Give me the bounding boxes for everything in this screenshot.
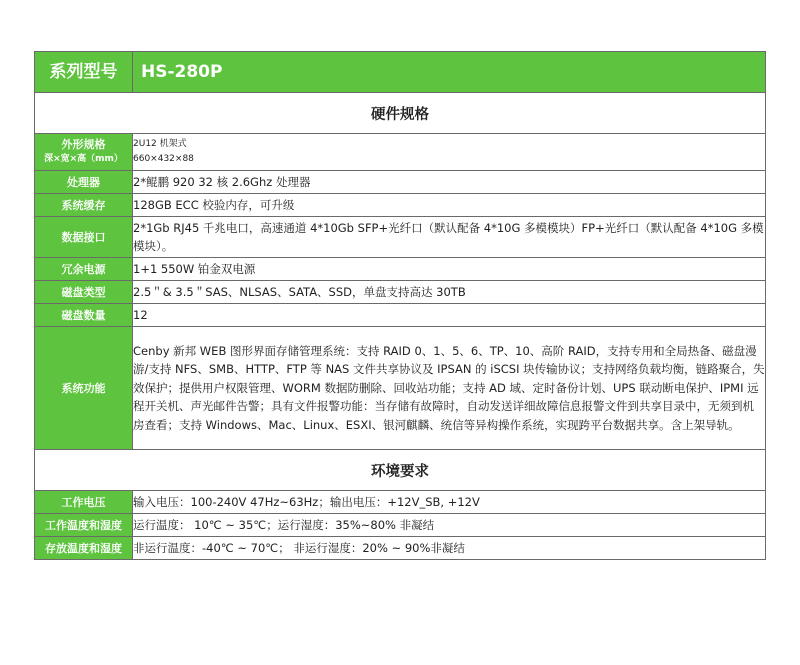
table-row bbox=[35, 327, 766, 450]
table-row bbox=[35, 491, 766, 514]
section-environment-title: 环境要求 bbox=[35, 450, 766, 491]
table-row bbox=[35, 514, 766, 537]
dimensions-label-line1: 外形规格 bbox=[61, 138, 106, 151]
table-row bbox=[35, 217, 766, 258]
disk-count-value: 12 bbox=[133, 304, 766, 327]
system-features-label: 系统功能 bbox=[35, 327, 133, 450]
disk-count-label: 磁盘数量 bbox=[35, 304, 133, 327]
working-voltage-value: 输入电压：100-240V 47Hz~63Hz；输出电压：+12V_SB, +12V bbox=[133, 491, 766, 514]
cache-label: 系统缓存 bbox=[35, 194, 133, 217]
model-value: HS-280P bbox=[133, 52, 766, 93]
data-interface-value: 2*1Gb RJ45 千兆电口，高速通道 4*10Gb SFP+光纤口（默认配备 4*10G 多模模块）FP+光纤口（默认配备 4*10G 多模模块）。 bbox=[133, 217, 766, 258]
disk-type-value: 2.5＂& 3.5＂SAS、NLSAS、SATA、SSD，单盘支持高达 30TB bbox=[133, 281, 766, 304]
disk-type-label: 磁盘类型 bbox=[35, 281, 133, 304]
power-supply-value: 1+1 550W 铂金双电源 bbox=[133, 258, 766, 281]
table-row bbox=[35, 171, 766, 194]
model-row bbox=[35, 52, 766, 93]
section-hardware-title: 硬件规格 bbox=[35, 93, 766, 134]
power-supply-label: 冗余电源 bbox=[35, 258, 133, 281]
storage-temp-value: 非运行温度：-40℃ ~ 70℃； 非运行湿度：20% ~ 90%非凝结 bbox=[133, 537, 766, 560]
cache-value: 128GB ECC 校验内存，可升级 bbox=[133, 194, 766, 217]
storage-temp-label: 存放温度和湿度 bbox=[35, 537, 133, 560]
processor-label: 处理器 bbox=[35, 171, 133, 194]
dimensions-label-line2: 深×宽×高（mm） bbox=[44, 154, 123, 164]
dimensions-value bbox=[133, 134, 766, 171]
table-row bbox=[35, 304, 766, 327]
table-row bbox=[35, 194, 766, 217]
operating-temp-label: 工作温度和湿度 bbox=[35, 514, 133, 537]
table-row bbox=[35, 537, 766, 560]
data-interface-label: 数据接口 bbox=[35, 217, 133, 258]
dimensions-label bbox=[35, 134, 133, 171]
dimensions-row bbox=[35, 134, 766, 171]
dimensions-value-line2: 660×432×88 bbox=[133, 154, 194, 164]
table-row bbox=[35, 258, 766, 281]
system-features-value: Cenby 新邦 WEB 图形界面存储管理系统：支持 RAID 0、1、5、6、TP、10、高阶 RAID，支持专用和全局热备、磁盘漫游/支持 NFS、SMB、HTTP、FTP 等 NAS 文件共享协议及 IPSAN 的 iSCSI 块传输协议；支持网络负载均衡，链路聚合，失效保护；提供用户权限管理、WORM 数据防删除、回收站功能；支持 AD 域、定时备份计划、UPS 联动断电保护、IPMI 远程开关机、声光邮件告警；具有文件报警功能：当存储有故障时，自动发送详细故障信息报警文件到共享目录中，无须到机房查看；支持 Windows、Mac、Linux、ESXI、银河麒麟、统信等异构操作系统，实现跨平台数据共享。含上架导轨。 bbox=[133, 327, 766, 450]
section-hardware-row bbox=[35, 93, 766, 134]
model-label: 系列型号 bbox=[35, 52, 133, 93]
processor-value: 2*鲲鹏 920 32 核 2.6Ghz 处理器 bbox=[133, 171, 766, 194]
working-voltage-label: 工作电压 bbox=[35, 491, 133, 514]
dimensions-value-line1: 2U12 机架式 bbox=[133, 139, 187, 149]
section-environment-row bbox=[35, 450, 766, 491]
operating-temp-value: 运行温度： 10℃ ~ 35℃；运行湿度：35%~80% 非凝结 bbox=[133, 514, 766, 537]
table-row bbox=[35, 281, 766, 304]
spec-table bbox=[34, 51, 766, 560]
